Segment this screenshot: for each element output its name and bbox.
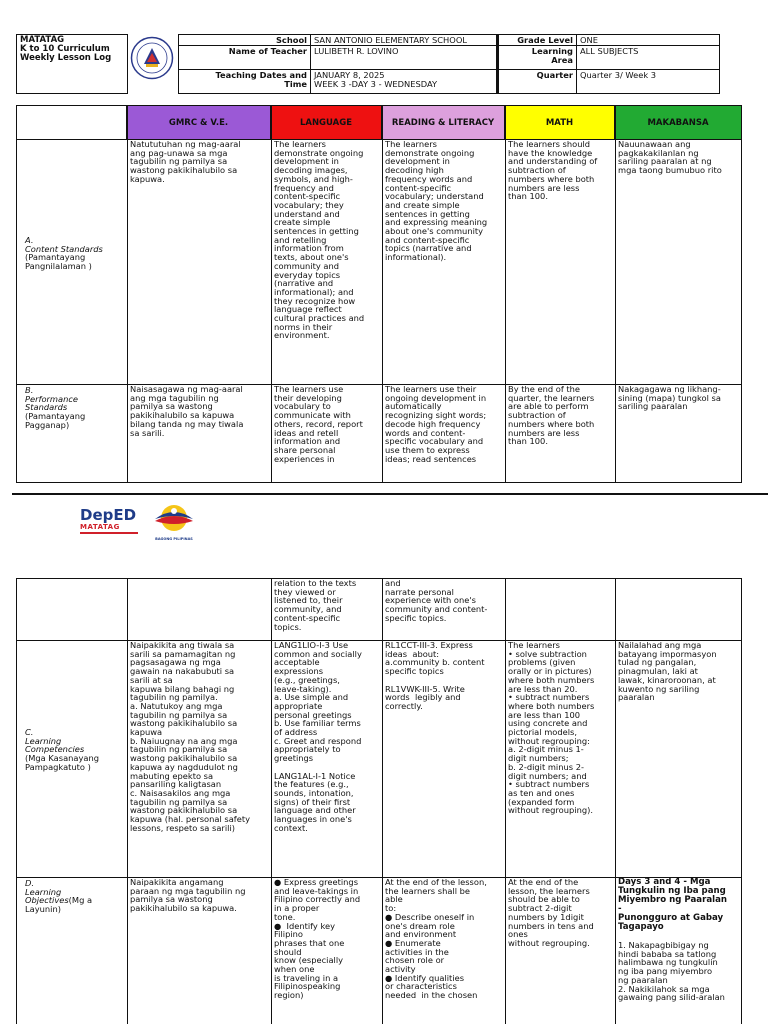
column-header-blank — [17, 106, 127, 139]
cell-d-reading: At the end of the lesson, the learners shall be able to: ● Describe oneself in one's dream role and environment ● Enumerate activities in the chosen role or activity ● Identify qualities or characteristics needed in the chosen — [385, 878, 487, 1001]
makabansa-objectives: 1. Nakapagbibigay ng hindi bababa sa tatlong halimbawa ng tungkulin ng iba pang miyembro ng paaralan 2. Nakikilahok sa mga gawaing pang silid-aralan — [618, 940, 725, 1003]
makabansa-topic-heading: Days 3 and 4 - Mga Tungkulin ng Iba pang Miyembro ng Paaralan - Punongguro at Gabay Tagapayo — [618, 878, 727, 932]
row-label-learning-competencies: C.Learning Competencies (Mga Kasanayang Pampagkatuto ) — [25, 727, 102, 772]
school-label: School — [179, 35, 311, 46]
curriculum-title-line: Weekly Lesson Log — [20, 53, 112, 63]
cell-b-reading-cont: and narrate personal experience with one's community and content- specific topics. — [385, 579, 488, 623]
cell-c-makabansa: Nailalahad ang mga batayang impormasyon tulad ng pangalan, pinagmulan, laki at lawak, kinaroroonan, at kuwento ng sariling paaralan — [618, 641, 717, 703]
teacher-value: LULIBETH R. LOVINO — [311, 46, 497, 70]
cell-a-gmrc: Natututuhan ng mag-aaral ang pag-unawa sa mga tagubilin ng pamilya sa wastong pakikihalubilo sa kapuwa. — [130, 140, 241, 184]
cell-d-language: ● Express greetings and leave-takings in Filipino correctly and in a proper tone. ● Identify key Filipino phrases that one should know (especially when one is traveling in a Filipinospeaking region) — [274, 878, 361, 1001]
row-label-performance-standards: B.Performance Standards (Pamantayang Pagganap) — [25, 385, 88, 430]
column-header-makabansa: MAKABANSA — [615, 106, 741, 139]
row-label-text: Learning Objectives — [25, 886, 69, 906]
cell-b-language: The learners use their developing vocabulary to communicate with others, record, report ideas and retell information and share personal experiences in — [274, 385, 363, 464]
bagong-pilipinas-logo — [147, 503, 201, 541]
cell-c-language: LANG1LIO-I-3 Use common and socially acceptable expressions (e.g., greetings, leave-taking). a. Use simple and appropriate personal greetings b. Use familiar terms of address c. Greet and respond appropriately to greetings LANG1AL-I-1 Notice the features (e.g., sounds, intonation, signs) of their first language and other languages in one's context. — [274, 641, 362, 833]
lesson-log-table-page1 — [16, 105, 742, 483]
cell-a-makabansa: Nauunawaan ang pagkakakilanlan ng sariling paaralan at ng mga taong bumubuo rito — [618, 140, 722, 176]
teaching-dates-label: Teaching Dates and Time — [179, 70, 311, 94]
teacher-label: Name of Teacher — [179, 46, 311, 70]
quarter-value: Quarter 3/ Week 3 — [580, 70, 657, 80]
column-header-reading: READING & LITERACY — [382, 106, 505, 139]
curriculum-title-box — [16, 34, 128, 94]
row-label-sub: (Mga Kasanayang Pampagkatuto ) — [25, 753, 102, 772]
cell-d-makabansa — [616, 878, 741, 1024]
grade-level-value: ONE — [577, 35, 719, 46]
row-label-sub: (Pamantayang Pagganap) — [25, 411, 88, 430]
column-header-math: MATH — [505, 106, 615, 139]
row-label-text: Content Standards — [25, 243, 103, 254]
cell-c-math: The learners • solve subtraction problems (given orally or in pictures) where both numbers are less than 20. • subtract numbers where both numbers are less than 100 using concrete and pictorial models, without regrouping: a. 2-digit minus 1- digit numbers; b. 2-digit minus 2- digit numbers; and • subtract numbers as ten and ones (expanded form without regrouping). — [508, 641, 595, 816]
page-divider — [12, 493, 768, 495]
deped-logo-text: DepED — [80, 506, 137, 524]
column-header-language: LANGUAGE — [271, 106, 382, 139]
cell-b-math: By the end of the quarter, the learners are able to perform subtraction of numbers where both numbers are less than 100. — [508, 385, 595, 447]
row-label-content-standards: A.Content Standards (Pamantayang Pangnilalaman ) — [25, 235, 103, 272]
cell-a-reading: The learners demonstrate ongoing development in decoding high frequency words and content-specific vocabulary; understand and create simple sentences in getting and expressing meaning about one's community and content-specific topics (narrative and informational). — [385, 140, 488, 263]
deped-matatag-logo — [80, 507, 142, 541]
curriculum-title-line: MATATAG — [20, 35, 65, 45]
cell-a-language: The learners demonstrate ongoing development in decoding images, symbols, and high- frequency and content-specific vocabulary; they understand and create simple sentences in getting and retelling information from texts, about one's community and everyday topics (narrative and informational); and they recognize how language reflect cultural practices and norms in their environment. — [274, 140, 365, 341]
cell-b-language-cont: relation to the texts they viewed or listened to, their community, and content-specific topics. — [274, 579, 357, 632]
header-info-grid — [178, 34, 720, 94]
cell-b-gmrc: Naisasagawa ng mag-aaral ang mga tagubilin ng pamilya sa wastong pakikihalubilo sa kapuwa bilang tanda ng may tiwala sa sarili. — [130, 385, 244, 438]
row-label-sub: (Pamantayang Pangnilalaman ) — [25, 252, 92, 272]
cell-b-makabansa: Nakagagawa ng likhang- sining (mapa) tungkol sa sariling paaralan — [618, 385, 721, 412]
row-label-text: Performance Standards — [25, 393, 81, 413]
quarter-label: Quarter — [497, 70, 577, 94]
row-label-text: Learning Competencies — [25, 735, 85, 755]
teaching-dates-value: JANUARY 8, 2025 WEEK 3 -DAY 3 - WEDNESDAY — [311, 70, 497, 94]
cell-d-gmrc: Naipakikita angamang paraan ng mga tagubilin ng pamilya sa wastong pakikihalubilo sa kapuwa. — [130, 878, 246, 914]
deped-seal-icon — [130, 36, 174, 80]
learning-area-label: Learning Area — [497, 46, 577, 70]
cell-b-reading: The learners use their ongoing development in automatically recognizing sight words; decode high frequency words and content- specific vocabulary and use them to express ideas; read sentences — [385, 385, 487, 464]
column-header-gmrc: GMRC & V.E. — [127, 106, 271, 139]
curriculum-title-line: K to 10 Curriculum — [20, 44, 110, 54]
lesson-log-table-page2 — [16, 578, 742, 1024]
cell-c-gmrc: Naipakikita ang tiwala sa sarili sa pamamagitan ng pagsasagawa ng mga gawain na nakabubuti sa sarili at sa kapuwa bilang bahagi ng tagubilin ng pamilya. a. Natutukoy ang mga tagubilin ng pamilya sa wastong pakikihalubilo sa kapuwa b. Naiuugnay na ang mga tagubilin ng pamilya sa wastong pakikihalubilo sa kapuwa ay nagdudulot ng mabuting epekto sa pansariling kaligtasan c. Naisasakilos ang mga tagubilin ng pamilya sa wastong pakikihalubilo sa kapuwa (hal. personal safety lessons, respeto sa sarili) — [130, 641, 250, 833]
learning-area-value: ALL SUBJECTS — [577, 46, 719, 70]
matatag-logo-text: MATATAG — [80, 523, 120, 531]
row-label-learning-objectives: D.Learning Objectives(Mg a Layunin) — [25, 878, 95, 915]
bagong-pilipinas-text: BAGONG PILIPINAS — [155, 537, 193, 541]
cell-c-reading: RL1CCT-III-3. Express ideas about: a.community b. content specific topics RL1VWK-III-5. Write words legibly and correctly. — [385, 641, 485, 711]
cell-a-math: The learners should have the knowledge and understanding of subtraction of numbers where both numbers are less than 100. — [508, 140, 598, 202]
school-value: SAN ANTONIO ELEMENTARY SCHOOL — [311, 35, 497, 46]
grade-level-label: Grade Level — [497, 35, 577, 46]
bagong-pilipinas-emblem-icon — [147, 503, 201, 533]
row-label-sub: (Mg a Layunin) — [25, 895, 95, 915]
cell-d-math: At the end of the lesson, the learners should be able to subtract 2-digit numbers by 1digit numbers in tens and ones without regrouping. — [508, 878, 594, 948]
